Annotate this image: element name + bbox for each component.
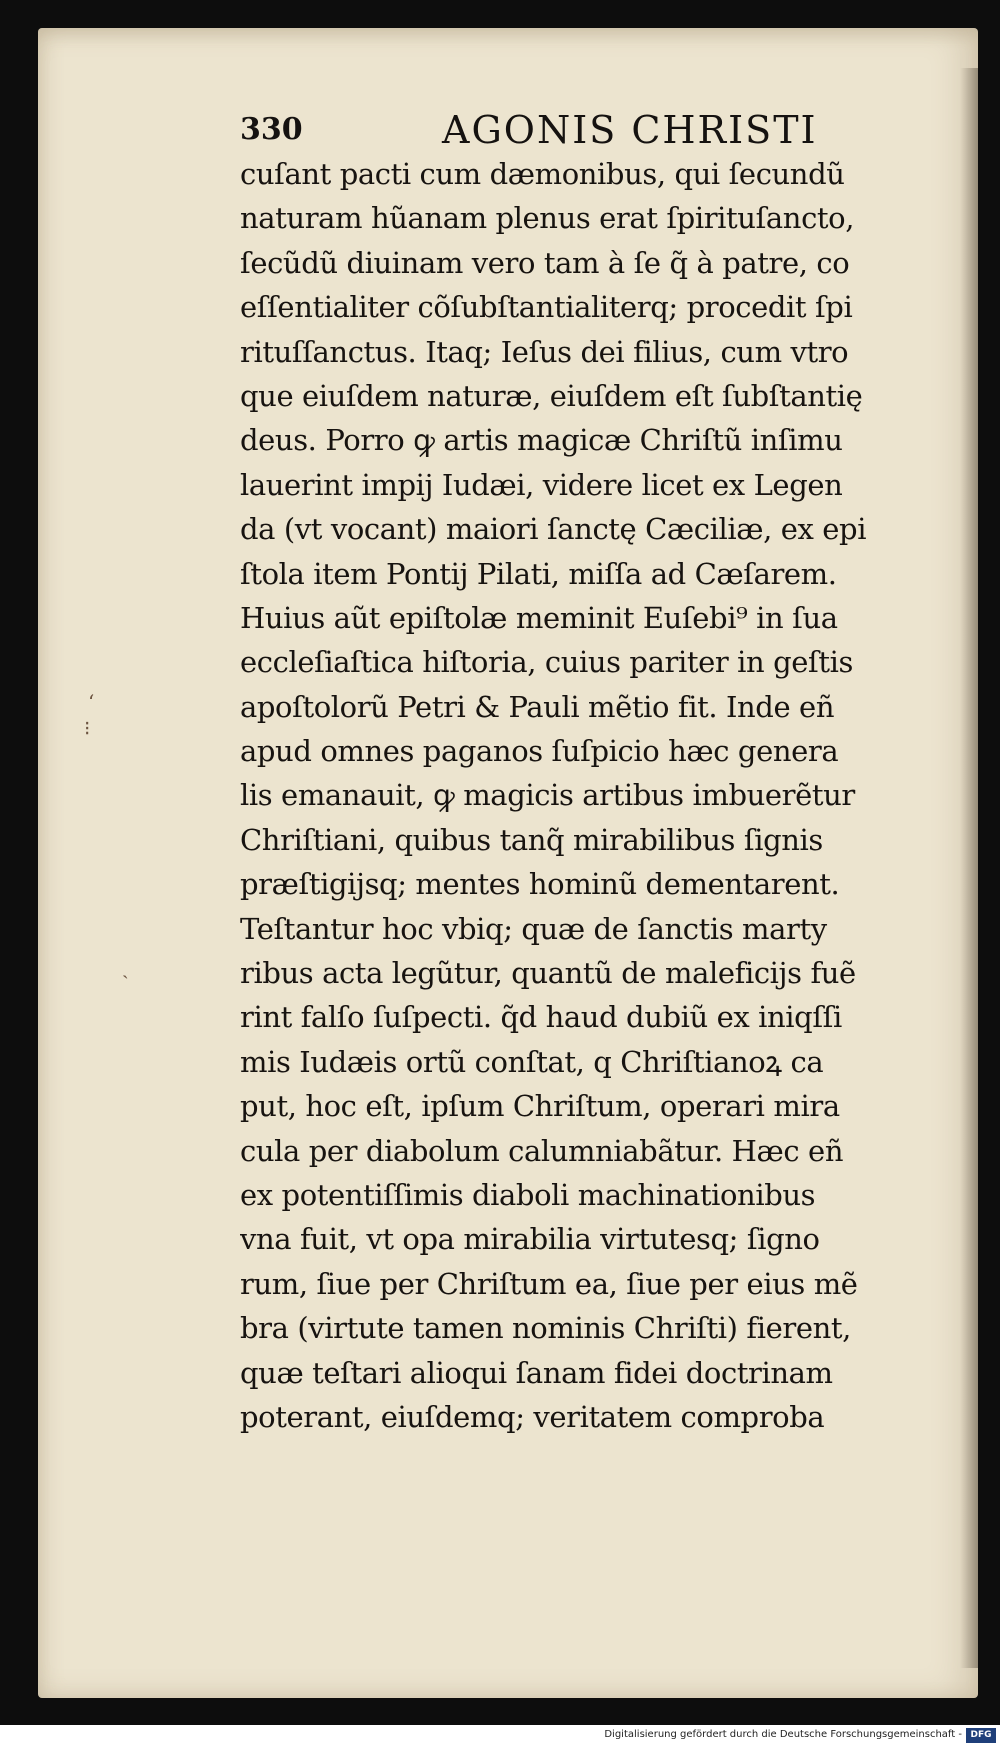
text-line: eſſentialiter cõſubſtantialiterq; procedit ſpi: [240, 290, 853, 325]
text-line: vna fuit, vt opa mirabilia virtutesq; ſigno: [240, 1222, 820, 1257]
text-line: cula per diabolum calumniabãtur. Hæc eñ: [240, 1133, 844, 1168]
text-line: naturam hũanam plenus erat ſpirituſancto,: [240, 201, 855, 236]
text-line: lauerint impij Iudæi, videre licet ex Legen: [240, 467, 843, 502]
text-line: præſtigijsq; mentes hominũ dementarent.: [240, 867, 840, 902]
text-line: Huius aũt epiſtolæ meminit Euſebi⁹ in ſua: [240, 600, 838, 635]
page-header: [240, 108, 920, 158]
footer-bar: [0, 1725, 1000, 1747]
text-line: mis Iudæis ortũ conſtat, q Chriſtianoꝝ ca: [240, 1044, 824, 1079]
text-line: put, hoc eſt, ipſum Chriſtum, operari mira: [240, 1089, 840, 1124]
text-line: ſtola item Pontij Pilati, miſſa ad Cæſarem.: [240, 556, 837, 591]
margin-mark-stain: ˎ: [122, 955, 129, 979]
text-line: Teſtantur hoc vbiq; quæ de ſanctis marty: [240, 911, 827, 946]
text-line: poterant, eiuſdemq; veritatem comproba: [240, 1399, 825, 1434]
page-edge-shadow: [960, 68, 978, 1668]
text-line: bra (virtute tamen nominis Chriſti) fierent,: [240, 1311, 851, 1346]
text-line: ribus acta legũtur, quantũ de maleficijs fuẽ: [240, 956, 856, 991]
text-line: eccleſiaſtica hiſtoria, cuius pariter in geſtis: [240, 645, 853, 680]
text-line: Chriſtiani, quibus tanq̃ mirabilibus ſignis: [240, 822, 823, 857]
text-line: rint falſo ſuſpecti. q̃d haud dubiũ ex iniqſſi: [240, 1000, 842, 1035]
margin-mark-upper: ‘: [88, 690, 95, 714]
text-line: lis emanauit, ꝙ magicis artibus imbuerẽtur: [240, 778, 855, 813]
text-line: deus. Porro ꝙ artis magicæ Chriſtũ inſimu: [240, 423, 843, 458]
running-title: AGONIS CHRISTI: [442, 108, 818, 152]
digitization-credit: Digitalisierung gefördert durch die Deutsche Forschungsgemeinschaft -: [604, 1729, 962, 1740]
text-line: rituſſanctus. Itaq; Ieſus dei filius, cum vtro: [240, 334, 849, 369]
text-line: quæ teſtari alioqui ſanam fidei doctrinam: [240, 1355, 833, 1390]
text-line: da (vt vocant) maiori ſanctę Cæciliæ, ex epi: [240, 512, 867, 547]
text-line: cuſant pacti cum dæmonibus, qui ſecundũ: [240, 157, 845, 191]
text-line: apud omnes paganos ſuſpicio hæc genera: [240, 734, 839, 769]
text-block: [240, 152, 920, 1439]
text-line: rum, ſiue per Chriſtum ea, ſiue per eius mẽ: [240, 1266, 858, 1301]
page-number: 330: [240, 112, 303, 147]
margin-mark-lower: ⁝: [84, 716, 91, 740]
text-line: que eiuſdem naturæ, eiuſdem eſt ſubſtantię: [240, 378, 863, 413]
text-line: apoſtolorũ Petri & Pauli mẽtio fit. Inde eñ: [240, 689, 835, 724]
text-line: ex potentiſſimis diaboli machinationibus: [240, 1177, 816, 1212]
dfg-logo: DFG: [966, 1728, 996, 1743]
text-line: ſecũdũ diuinam vero tam à ſe q̃ à patre, co: [240, 245, 850, 280]
